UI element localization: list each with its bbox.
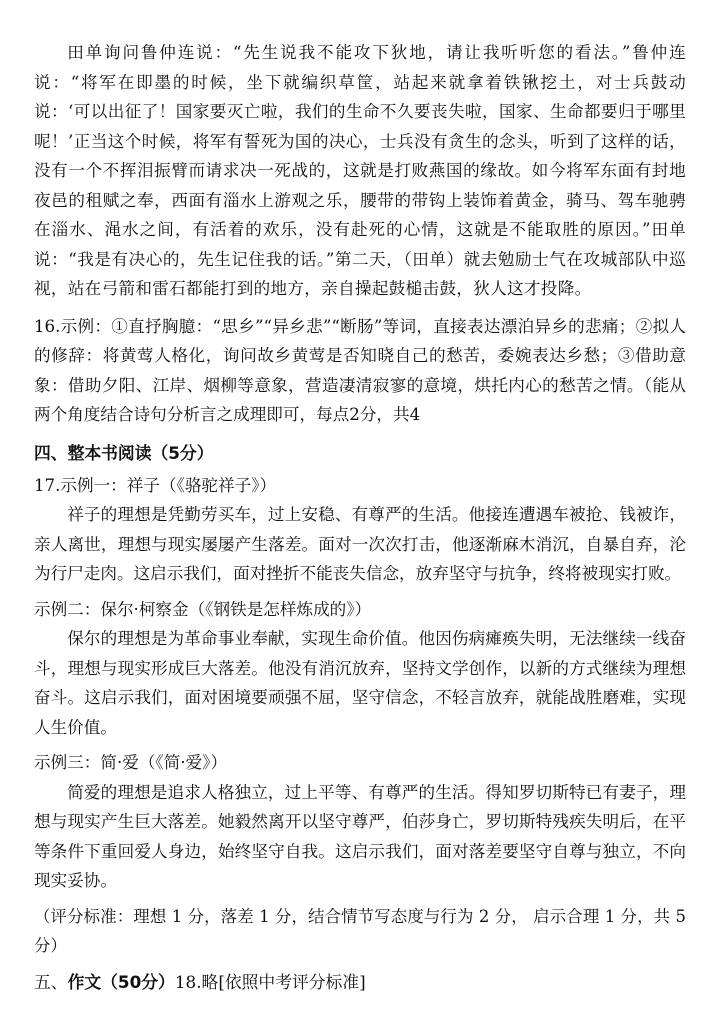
example-3-text: 简爱的理想是追求人格独立，过上平等、有尊严的生活。得知罗切斯特已有妻子，理想与现实产生巨大落差。她毅然离开以坚守尊严，伯莎身亡，罗切斯特残疾失明后，在平等条件下重回爱人身边，始终坚守自我。这启示我们，面对落差要坚守自尊与独立，不向现实妥协。	[34, 782, 686, 890]
example-2-text: 保尔的理想是为革命事业奉献，实现生命价值。他因伤病瘫痪失明，无法继续一线奋斗，理想与现实形成巨大落差。他没有消沉放弃，坚持文学创作，以新的方式继续为理想奋斗。这启示我们，面对困境要顽强不屈，坚守信念，不轻言放弃，就能战胜磨难，实现人生价值。	[34, 629, 686, 737]
section-5-prefix: 五、	[34, 971, 68, 992]
example-1-text: 祥子的理想是凭勤劳买车，过上安稳、有尊严的生活。他接连遭遇车被抢、钱被诈，亲人离世，理想与现实屡屡产生落差。面对一次次打击，他逐渐麻木消沉，自暴自弃，沦为行尸走肉。这启示我们，面对挫折不能丧失信念，放弃坚守与抗争，终将被现实打败。	[34, 505, 686, 583]
section-5-title: 作文（50分）	[67, 971, 175, 992]
section-4-heading: 四、整本书阅读（5分）	[34, 442, 214, 463]
example-2-label: 示例二：保尔·柯察金（《钢铁是怎样炼成的》）	[34, 599, 372, 619]
example-3-label: 示例三：简·爱（《简·爱》）	[34, 753, 228, 772]
question-16-answer: 16.示例：①直抒胸臆：“思乡”“异乡悲”“断肠”等词，直接表达漂泊异乡的悲痛；②拟人的修辞：将黄莺人格化，询问故乡黄莺是否知晓自己的愁苦，委婉表达乡愁；③借助意象：借助夕阳、江岸、烟柳等意象，营造凄清寂寥的意境，烘托内心的愁苦之情。（能从两个角度结合诗句分析言之成理即可，每点2分，共4	[34, 316, 686, 424]
spacer	[34, 304, 686, 312]
scoring-note: （评分标准：理想 1 分，落差 1 分，结合情节写态度与行为 2 分， 启示合理 1 分，共 5 分）	[34, 906, 686, 955]
section-5-line	[34, 968, 686, 996]
question-17-example-1-label: 17.示例一：祥子（《骆驼祥子》）	[34, 475, 277, 495]
question-18-answer: 18.略[依照中考评分标准]	[174, 971, 366, 992]
translation-paragraph: 田单询问鲁仲连说：“先生说我不能攻下狄地，请让我听听您的看法。”鲁仲连说：“将军在即墨的时候，坐下就编织草筐，站起来就拿着铁锹挖土，对士兵鼓动说：‘可以出征了！国家要灭亡啦，我们的生命不久要丧失啦，国家、生命都要归于哪里呢！’正当这个时候，将军有誓死为国的决心，士兵没有贪生的念头，听到了这样的话，没有一个不挥泪振臂而请求决一死战的，这就是打败燕国的缘故。如今将军东面有封地夜邑的租赋之奉，西面有淄水上游观之乐，腰带的带钩上装饰着黄金，骑马、驾车驰骋在淄水、渑水之间，有活着的欢乐，没有赴死的心情，这就是不能取胜的原因。”田单说：“我是有决心的，先生记住我的话。”第二天，（田单）就去勉励士气在攻城部队中巡视，站在弓箭和雷石都能打到的地方，亲自操起鼓槌击鼓，狄人这才投降。	[34, 43, 686, 298]
